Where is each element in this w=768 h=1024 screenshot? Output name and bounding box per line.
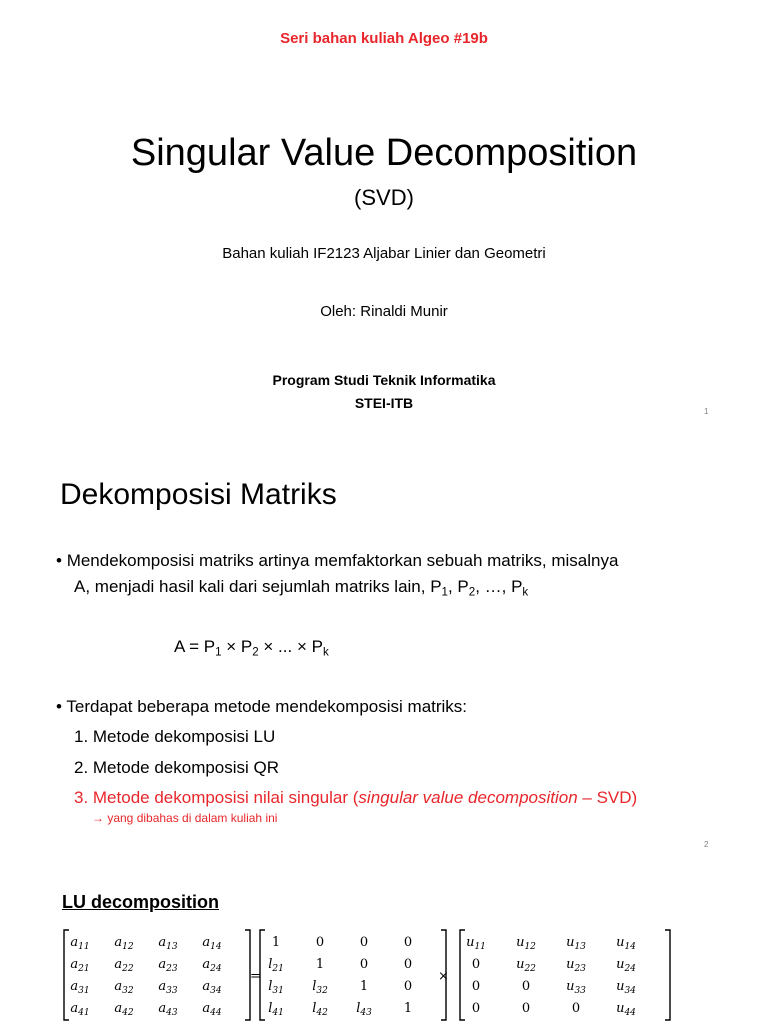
formula-part: A = P [174, 637, 216, 656]
matrix-a-cell: $a_{24}$ [202, 957, 222, 974]
matrix-u-cell: 0 [571, 1001, 581, 1016]
matrix-u-cell: $u_{12}$ [516, 935, 536, 952]
list-item: 1. Metode dekomposisi LU [74, 727, 276, 746]
matrix-a-cell: $a_{41}$ [70, 1001, 90, 1018]
matrix-u-cell: $u_{34}$ [616, 979, 636, 996]
matrix-a-cell: $a_{14}$ [202, 935, 222, 952]
subscript: 1 [215, 646, 222, 659]
item-italic-text: singular value decomposition [358, 788, 578, 807]
page-subtitle: (SVD) [354, 185, 414, 210]
matrix-a-cell: $a_{11}$ [70, 935, 90, 952]
matrix-l-cell: $l_{42}$ [312, 1001, 328, 1018]
matrix-u-cell: $u_{33}$ [566, 979, 586, 996]
matrix-a-cell: $a_{44}$ [202, 1001, 222, 1018]
formula-part: × ... × P [258, 637, 323, 656]
page-title: Singular Value Decomposition [130, 132, 638, 174]
decomposition-formula [174, 637, 329, 657]
matrix-u-cell: 0 [521, 1001, 531, 1016]
matrix-l-cell: $l_{31}$ [268, 979, 284, 996]
matrix-l-cell: 1 [271, 935, 281, 950]
bullet-text-4: , …, P [475, 577, 523, 596]
subscript: k [322, 646, 329, 659]
matrix-u-cell: $u_{23}$ [566, 957, 586, 974]
matrix-l-cell: 0 [359, 935, 369, 950]
item-text: 3. Metode dekomposisi nilai singular ( [74, 788, 359, 807]
section-title: LU decomposition [62, 892, 219, 912]
page-number: 1 [704, 407, 709, 416]
bullet-item: • Terdapat beberapa metode mendekomposisi matriks: [56, 697, 468, 716]
matrix-a-cell: $a_{12}$ [114, 935, 134, 952]
program-label: Program Studi Teknik Informatika [272, 372, 496, 388]
matrix-a-cell: $a_{31}$ [70, 979, 90, 996]
institute-label: STEI-ITB [354, 395, 414, 411]
lu-matrix-equation [60, 928, 680, 1024]
subscript: 1 [441, 586, 448, 599]
series-label: Seri bahan kuliah Algeo #19b [280, 30, 488, 47]
matrix-l-cell: 1 [315, 957, 325, 972]
matrix-u-cell: $u_{24}$ [616, 957, 636, 974]
subscript: k [522, 586, 529, 599]
matrix-a-cell: $a_{22}$ [114, 957, 134, 974]
matrix-a-left-bracket [64, 930, 69, 1020]
matrix-l-cell: 0 [403, 957, 413, 972]
equals-sign: = [250, 969, 261, 984]
course-label: Bahan kuliah IF2123 Aljabar Linier dan Geometri [222, 245, 546, 262]
list-item: 2. Metode dekomposisi QR [74, 758, 280, 777]
formula-part: × P [221, 637, 253, 656]
matrix-l-cell: 1 [403, 1001, 413, 1016]
matrix-l-cell: 1 [359, 979, 369, 994]
bullet-continuation [74, 577, 528, 597]
subscript: 2 [468, 586, 476, 599]
author-label: Oleh: Rinaldi Munir [320, 303, 448, 320]
matrix-u-right-bracket [665, 930, 670, 1020]
matrix-u-cell: $u_{22}$ [516, 957, 536, 974]
matrix-a-cell: $a_{43}$ [158, 1001, 178, 1018]
list-item-highlight [74, 788, 637, 808]
matrix-l-cell: $l_{43}$ [356, 1001, 372, 1018]
matrix-l-cell: 0 [315, 935, 325, 950]
matrix-u-cell: 0 [521, 979, 531, 994]
matrix-l-cell: 0 [359, 957, 369, 972]
matrix-u-cell: $u_{13}$ [566, 935, 586, 952]
matrix-u-cell: $u_{14}$ [616, 935, 636, 952]
matrix-l-cell: 0 [403, 935, 413, 950]
page-number: 2 [704, 840, 709, 849]
matrix-l-cell: $l_{21}$ [268, 957, 284, 974]
matrix-l-cell: $l_{32}$ [312, 979, 328, 996]
matrix-u-cell: 0 [471, 979, 481, 994]
bullet-text: Terdapat beberapa metode mendekomposisi matriks: [66, 697, 468, 716]
matrix-u-cell: $u_{44}$ [616, 1001, 636, 1018]
note-label: → yang dibahas di dalam kuliah ini [92, 811, 278, 825]
matrix-a-cell: $a_{23}$ [158, 957, 178, 974]
matrix-a-cell: $a_{32}$ [114, 979, 134, 996]
bullet-text: Mendekomposisi matriks artinya memfaktorkan sebuah matriks, misalnya [66, 551, 619, 570]
section-title: Dekomposisi Matriks [60, 478, 337, 511]
bullet-item: • Mendekomposisi matriks artinya memfaktorkan sebuah matriks, misalnya [56, 551, 619, 570]
bullet-text-2: A, menjadi hasil kali dari sejumlah matriks lain, P [74, 577, 442, 596]
matrix-u-cell: 0 [471, 1001, 481, 1016]
matrix-u-cell: $u_{11}$ [466, 935, 486, 952]
matrix-a-cell: $a_{42}$ [114, 1001, 134, 1018]
matrix-l-cell: 0 [403, 979, 413, 994]
matrix-a-cell: $a_{21}$ [70, 957, 90, 974]
matrix-a-cell: $a_{33}$ [158, 979, 178, 996]
item-text: – SVD) [577, 788, 638, 807]
matrix-u-left-bracket [460, 930, 465, 1020]
matrix-a-cell: $a_{34}$ [202, 979, 222, 996]
times-sign: × [438, 969, 449, 984]
matrix-l-cell: $l_{41}$ [268, 1001, 284, 1018]
matrix-a-cell: $a_{13}$ [158, 935, 178, 952]
bullet-text-3: , P [447, 577, 469, 596]
matrix-u-cell: 0 [471, 957, 481, 972]
subscript: 2 [252, 646, 259, 659]
